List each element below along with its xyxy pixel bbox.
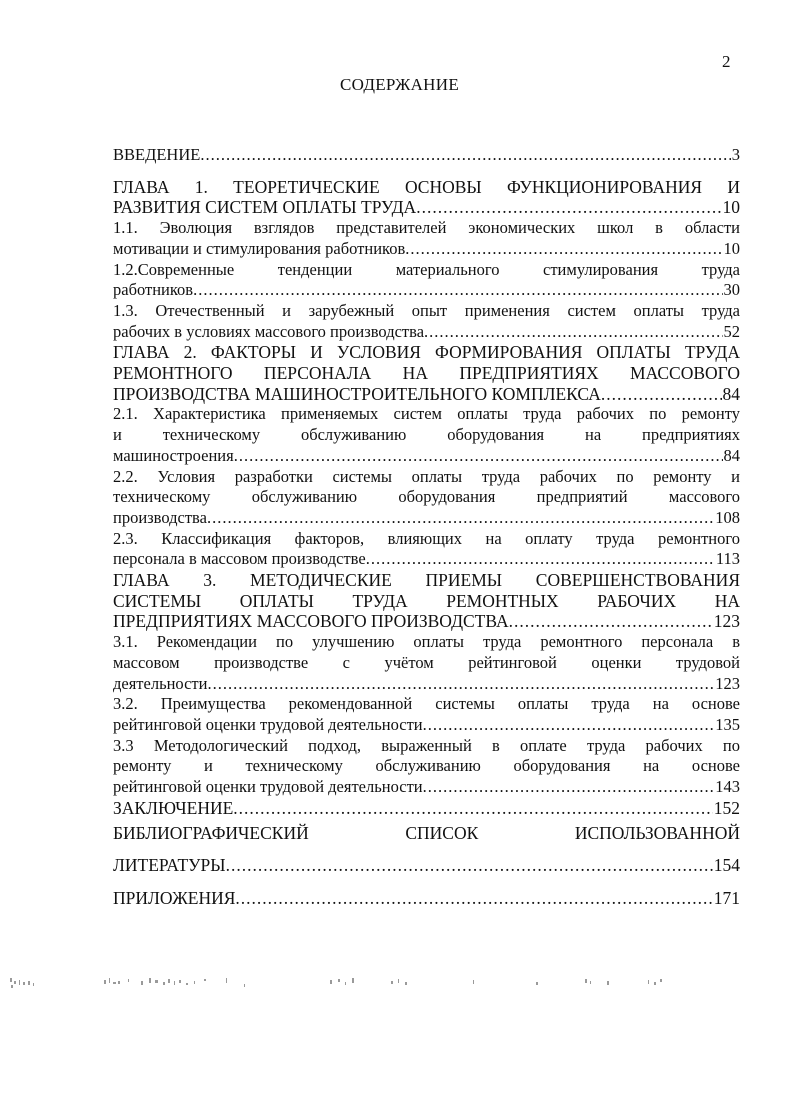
dot-leader bbox=[207, 674, 714, 695]
dot-leader bbox=[423, 715, 715, 736]
dot-leader bbox=[233, 798, 712, 819]
toc-entry-title: ПРИЛОЖЕНИЯ bbox=[113, 887, 236, 908]
toc-entry-line: ремонту и техническому обслуживанию оборудования на основе bbox=[113, 756, 740, 776]
toc-entry-title: деятельности bbox=[113, 673, 208, 693]
toc-entry-section-1-2[interactable] bbox=[113, 260, 740, 301]
toc-page-number: 135 bbox=[715, 714, 740, 734]
dot-leader bbox=[424, 322, 722, 343]
toc-entry-title: машиностроения bbox=[113, 445, 234, 465]
toc-entry-title: персонала в массовом производстве bbox=[113, 549, 366, 569]
toc-entry-section-2-3[interactable] bbox=[113, 529, 740, 570]
toc-entry-line: БИБЛИОГРАФИЧЕСКИЙ СПИСОК ИСПОЛЬЗОВАННОЙ bbox=[113, 822, 740, 843]
dot-leader bbox=[509, 611, 713, 632]
toc-page-number: 123 bbox=[713, 611, 740, 632]
toc-entry-section-1-1[interactable] bbox=[113, 218, 740, 259]
toc-page-number: 84 bbox=[723, 445, 740, 465]
toc-entry-line: 1.3. Отечественный и зарубежный опыт применения систем оплаты труда bbox=[113, 300, 740, 320]
toc-entry-line: 3.1. Рекомендации по улучшению оплаты труда ремонтного персонала в bbox=[113, 632, 740, 652]
toc-page-number: 52 bbox=[723, 321, 740, 341]
toc-page-number: 152 bbox=[713, 797, 740, 818]
toc-entry-chapter-2[interactable] bbox=[113, 342, 740, 404]
dot-leader bbox=[405, 239, 722, 260]
toc-page-number: 10 bbox=[722, 197, 740, 218]
toc-entry-line: техническому обслуживанию оборудования предприятий массового bbox=[113, 487, 740, 507]
toc-entry-bibliography[interactable] bbox=[113, 823, 740, 876]
toc-page-number: 123 bbox=[715, 673, 740, 693]
toc-entry-section-2-1[interactable] bbox=[113, 404, 740, 466]
dot-leader bbox=[193, 280, 722, 301]
toc-entry-line: ГЛАВА 3. МЕТОДИЧЕСКИЕ ПРИЕМЫ СОВЕРШЕНСТВОВАНИЯ bbox=[113, 570, 740, 591]
toc-entry-line: и техническому обслуживанию оборудования на предприятиях bbox=[113, 425, 740, 445]
dot-leader bbox=[226, 855, 713, 876]
toc-page-number: 108 bbox=[715, 507, 740, 527]
toc-entry-section-1-3[interactable] bbox=[113, 301, 740, 342]
dot-leader bbox=[366, 549, 715, 570]
toc-page-number: 113 bbox=[715, 549, 740, 569]
toc-entry-title: РАЗВИТИЯ СИСТЕМ ОПЛАТЫ ТРУДА bbox=[113, 197, 417, 218]
dot-leader bbox=[234, 446, 723, 467]
dot-leader bbox=[235, 888, 712, 909]
toc-entry-line: ГЛАВА 2. ФАКТОРЫ И УСЛОВИЯ ФОРМИРОВАНИЯ ОПЛАТЫ ТРУДА bbox=[113, 342, 740, 363]
toc-entry-line: ГЛАВА 1. ТЕОРЕТИЧЕСКИЕ ОСНОВЫ ФУНКЦИОНИРОВАНИЯ И bbox=[113, 176, 740, 197]
toc-entry-chapter-1[interactable] bbox=[113, 177, 740, 218]
toc-entry-line: 2.1. Характеристика применяемых систем оплаты труда рабочих по ремонту bbox=[113, 404, 740, 424]
toc-page-number: 143 bbox=[715, 777, 740, 797]
toc-entry-line: 1.2.Современные тенденции материального стимулирования труда bbox=[113, 259, 740, 279]
toc-entry-title: рейтинговой оценки трудовой деятельности bbox=[113, 777, 423, 797]
toc-entry-line: 2.3. Классификация факторов, влияющих на оплату труда ремонтного bbox=[113, 528, 740, 548]
scan-noise bbox=[8, 972, 698, 994]
toc-page-number: 10 bbox=[723, 238, 740, 258]
toc-entry-title: ПРОИЗВОДСТВА МАШИНОСТРОИТЕЛЬНОГО КОМПЛЕКСА bbox=[113, 383, 601, 404]
toc-entry-title: работников bbox=[113, 280, 194, 300]
toc-entry-line: 1.1. Эволюция взглядов представителей экономических школ в области bbox=[113, 218, 740, 238]
page-title: СОДЕРЖАНИЕ bbox=[339, 75, 460, 94]
toc-page-number: 154 bbox=[713, 855, 740, 876]
toc-entry-title: ПРЕДПРИЯТИЯХ МАССОВОГО ПРОИЗВОДСТВА bbox=[113, 611, 509, 632]
toc-entry-line: массовом производстве с учётом рейтинговой оценки трудовой bbox=[113, 652, 740, 672]
toc-page-number: 84 bbox=[722, 383, 740, 404]
toc-entry-line: РЕМОНТНОГО ПЕРСОНАЛА НА ПРЕДПРИЯТИЯХ МАССОВОГО bbox=[113, 363, 740, 384]
toc-entry-section-2-2[interactable] bbox=[113, 467, 740, 529]
page-number: 2 bbox=[722, 52, 731, 71]
toc-entry-title: ВВЕДЕНИЕ bbox=[113, 145, 201, 164]
toc-entry-chapter-3[interactable] bbox=[113, 570, 740, 632]
dot-leader bbox=[207, 508, 714, 529]
dot-leader bbox=[601, 384, 722, 405]
toc-entry-title: производства bbox=[113, 507, 207, 527]
toc-page-number: 171 bbox=[713, 887, 740, 908]
toc-entry-line: 3.3 Методологический подход, выраженный в оплате труда рабочих по bbox=[113, 735, 740, 755]
dot-leader bbox=[416, 197, 721, 218]
toc-entry-line: СИСТЕМЫ ОПЛАТЫ ТРУДА РЕМОНТНЫХ РАБОЧИХ НА bbox=[113, 590, 740, 611]
toc-entry-line: 2.2. Условия разработки системы оплаты труда рабочих по ремонту и bbox=[113, 466, 740, 486]
table-of-contents bbox=[113, 145, 740, 909]
toc-page-number: 3 bbox=[731, 145, 740, 164]
toc-entry-title: ЛИТЕРАТУРЫ bbox=[113, 855, 226, 876]
toc-entry-introduction[interactable] bbox=[113, 145, 740, 166]
toc-entry-section-3-2[interactable] bbox=[113, 694, 740, 735]
toc-entry-title: рейтинговой оценки трудовой деятельности bbox=[113, 714, 423, 734]
toc-entry-line: 3.2. Преимущества рекомендованной системы оплаты труда на основе bbox=[113, 694, 740, 714]
toc-page-number: 30 bbox=[723, 280, 740, 300]
dot-leader bbox=[423, 777, 715, 798]
toc-entry-title: мотивации и стимулирования работников bbox=[113, 238, 406, 258]
dot-leader bbox=[200, 145, 730, 166]
toc-entry-section-3-3[interactable] bbox=[113, 736, 740, 798]
toc-entry-appendices[interactable] bbox=[113, 888, 740, 909]
toc-entry-title: рабочих в условиях массового производства bbox=[113, 321, 425, 341]
toc-entry-title: ЗАКЛЮЧЕНИЕ bbox=[113, 797, 234, 818]
toc-entry-conclusion[interactable] bbox=[113, 798, 740, 819]
toc-entry-section-3-1[interactable] bbox=[113, 632, 740, 694]
